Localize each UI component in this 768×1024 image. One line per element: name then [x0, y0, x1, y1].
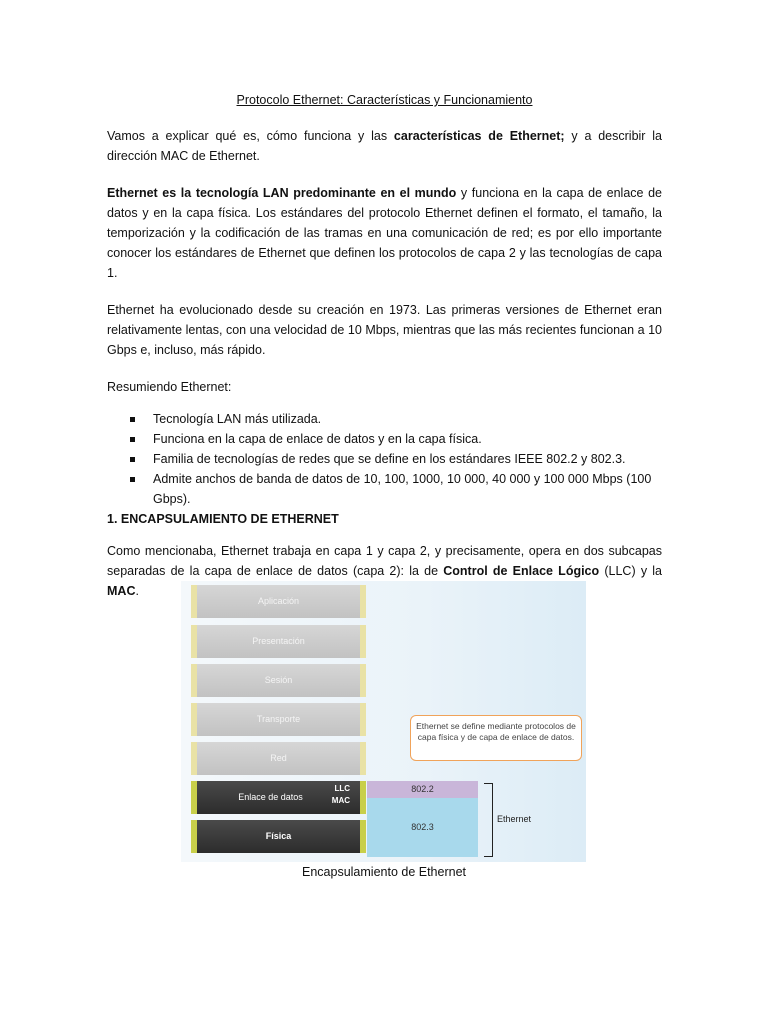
llc-label: LLC [334, 784, 350, 793]
list-item: Funciona en la capa de enlace de datos y en la capa física. [129, 429, 662, 449]
document-title: Protocolo Ethernet: Características y Funcionamiento [236, 93, 533, 107]
standard-802-2: 802.2 [367, 781, 478, 798]
mac-label: MAC [331, 796, 350, 805]
intro-bold-text: características de Ethernet; [393, 129, 565, 143]
layer-physical: Física [191, 820, 366, 853]
layer-data-link-label: Enlace de datos [238, 792, 303, 802]
layer-transport: Transporte [191, 703, 366, 736]
section-heading: 1. ENCAPSULAMIENTO DE ETHERNET [107, 512, 339, 526]
paragraph-lan-text: y funciona en la capa de enlace de datos y en la capa física. Los estándares del protocolo Ethernet definen el formato, el tamaño, la temporización y la codificación de las tramas en una comunicación de red; es por ello importante conocer los estándares de Ethernet que definen los protocolos de capa 2 y las tecnologías de capa 1. [107, 186, 662, 280]
list-item: Admite anchos de banda de datos de 10, 100, 1000, 10 000, 40 000 y 100 000 Mbps (100 Gbps). [129, 469, 662, 509]
layer-data-link [191, 781, 366, 814]
list-item: Familia de tecnologías de redes que se define en los estándares IEEE 802.2 y 802.3. [129, 449, 662, 469]
sublayers-text: Como mencionaba, Ethernet trabaja en capa 1 y capa 2, y precisamente, opera en dos subcapas separadas de la capa de enlace de datos (capa 2): la de [107, 544, 662, 578]
layer-network: Red [191, 742, 366, 775]
intro-text: Vamos a explicar qué es, cómo funciona y las [107, 129, 394, 143]
intro-paragraph [107, 126, 662, 166]
layer-session: Sesión [191, 664, 366, 697]
summary-list [129, 409, 662, 509]
layer-presentation: Presentación [191, 625, 366, 658]
ethernet-label: Ethernet [497, 814, 532, 824]
layer-application: Aplicación [191, 585, 366, 618]
list-item: Tecnología LAN más utilizada. [129, 409, 662, 429]
paragraph-lan [107, 183, 662, 283]
llc-mac-labels [332, 783, 350, 807]
intro-text-end: y a describir la dirección MAC de Ethernet. [107, 129, 663, 163]
summary-heading: Resumiendo Ethernet: [107, 380, 232, 394]
sublayers-bold-llc: Control de Enlace Lógico [443, 564, 600, 578]
paragraph-history: Ethernet ha evolucionado desde su creación en 1973. Las primeras versiones de Ethernet eran relativamente lentas, con una velocidad de 10 Mbps, mientras que las más recientes funcionan a 10 Gbps e, incluso, más rápido. [107, 303, 662, 357]
standard-802-3: 802.3 [367, 798, 478, 857]
callout-box: Ethernet se define mediante protocolos de capa física y de capa de enlace de datos. [410, 715, 582, 761]
paragraph-lan-bold: Ethernet es la tecnología LAN predominante en el mundo [107, 186, 457, 200]
sublayers-bold-mac: MAC [107, 584, 136, 598]
sublayers-text-end: . [135, 584, 139, 598]
osi-ethernet-diagram [181, 581, 586, 862]
figure-caption: Encapsulamiento de Ethernet [302, 865, 466, 879]
sublayers-text-mid: (LLC) y la [599, 564, 662, 578]
document-body [107, 92, 662, 618]
ethernet-bracket [484, 783, 493, 857]
